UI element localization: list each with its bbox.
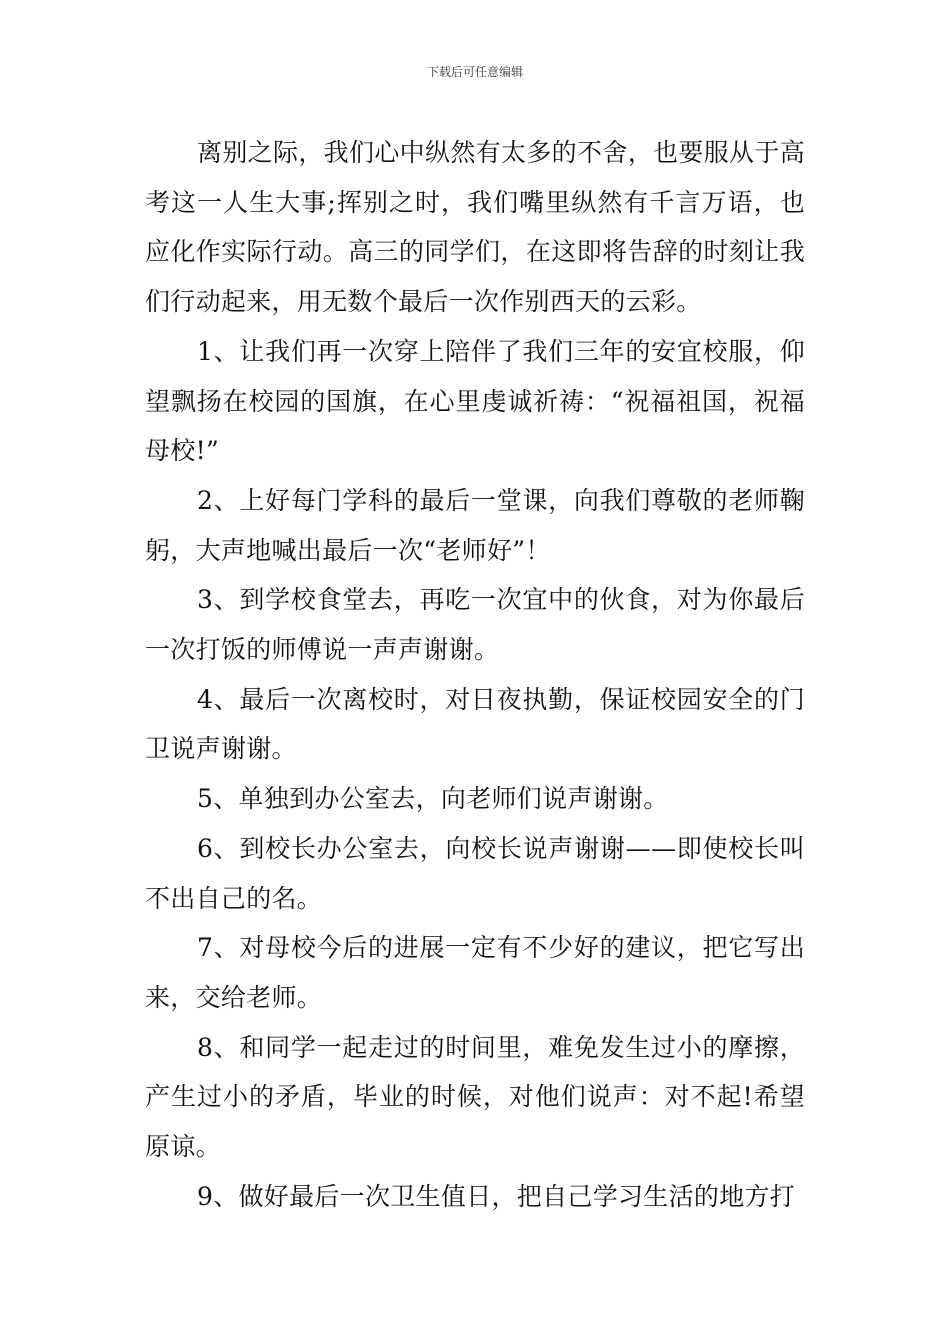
- paragraph-item-9: 9、做好最后一次卫生值日，把自己学习生活的地方打: [197, 1181, 796, 1211]
- paragraph-intro: 离别之际，我们心中纵然有太多的不舍，也要服从于高考这一人生大事;挥别之时，我们嘴里纵然有千言万语，也应化作实际行动。高三的同学们，在这即将告辞的时刻让我们行动起来，用无数个最后一次作别西天的云彩。: [145, 138, 805, 317]
- paragraph-item-5: 5、单独到办公室去，向老师们说声谢谢。: [197, 784, 669, 814]
- paragraph-item-8: 8、和同学一起走过的时间里，难免发生过小的摩擦，产生过小的矛盾，毕业的时候，对他们说声：对不起!希望原谅。: [145, 1032, 805, 1162]
- paragraph-item-1: 1、让我们再一次穿上陪伴了我们三年的安宜校服，仰望飘扬在校园的国旗，在心里虔诚祈祷：“祝福祖国，祝福母校!”: [145, 336, 805, 466]
- paragraph-item-7: 7、对母校今后的进展一定有不少好的建议，把它写出来，交给老师。: [145, 933, 805, 1012]
- paragraph-item-3: 3、到学校食堂去，再吃一次宜中的伙食，对为你最后一次打饭的师傅说一声声谢谢。: [145, 585, 805, 665]
- document-body: [145, 128, 805, 1221]
- paragraph-item-6: 6、到校长办公室去，向校长说声谢谢——即使校长叫不出自己的名。: [145, 833, 805, 913]
- page-header-note: 下载后可任意编辑: [426, 65, 523, 79]
- paragraph-item-4: 4、最后一次离校时，对日夜执勤，保证校园安全的门卫说声谢谢。: [145, 684, 805, 764]
- paragraph-item-2: 2、上好每门学科的最后一堂课，向我们尊敬的老师鞠躬，大声地喊出最后一次“老师好”！: [145, 485, 805, 565]
